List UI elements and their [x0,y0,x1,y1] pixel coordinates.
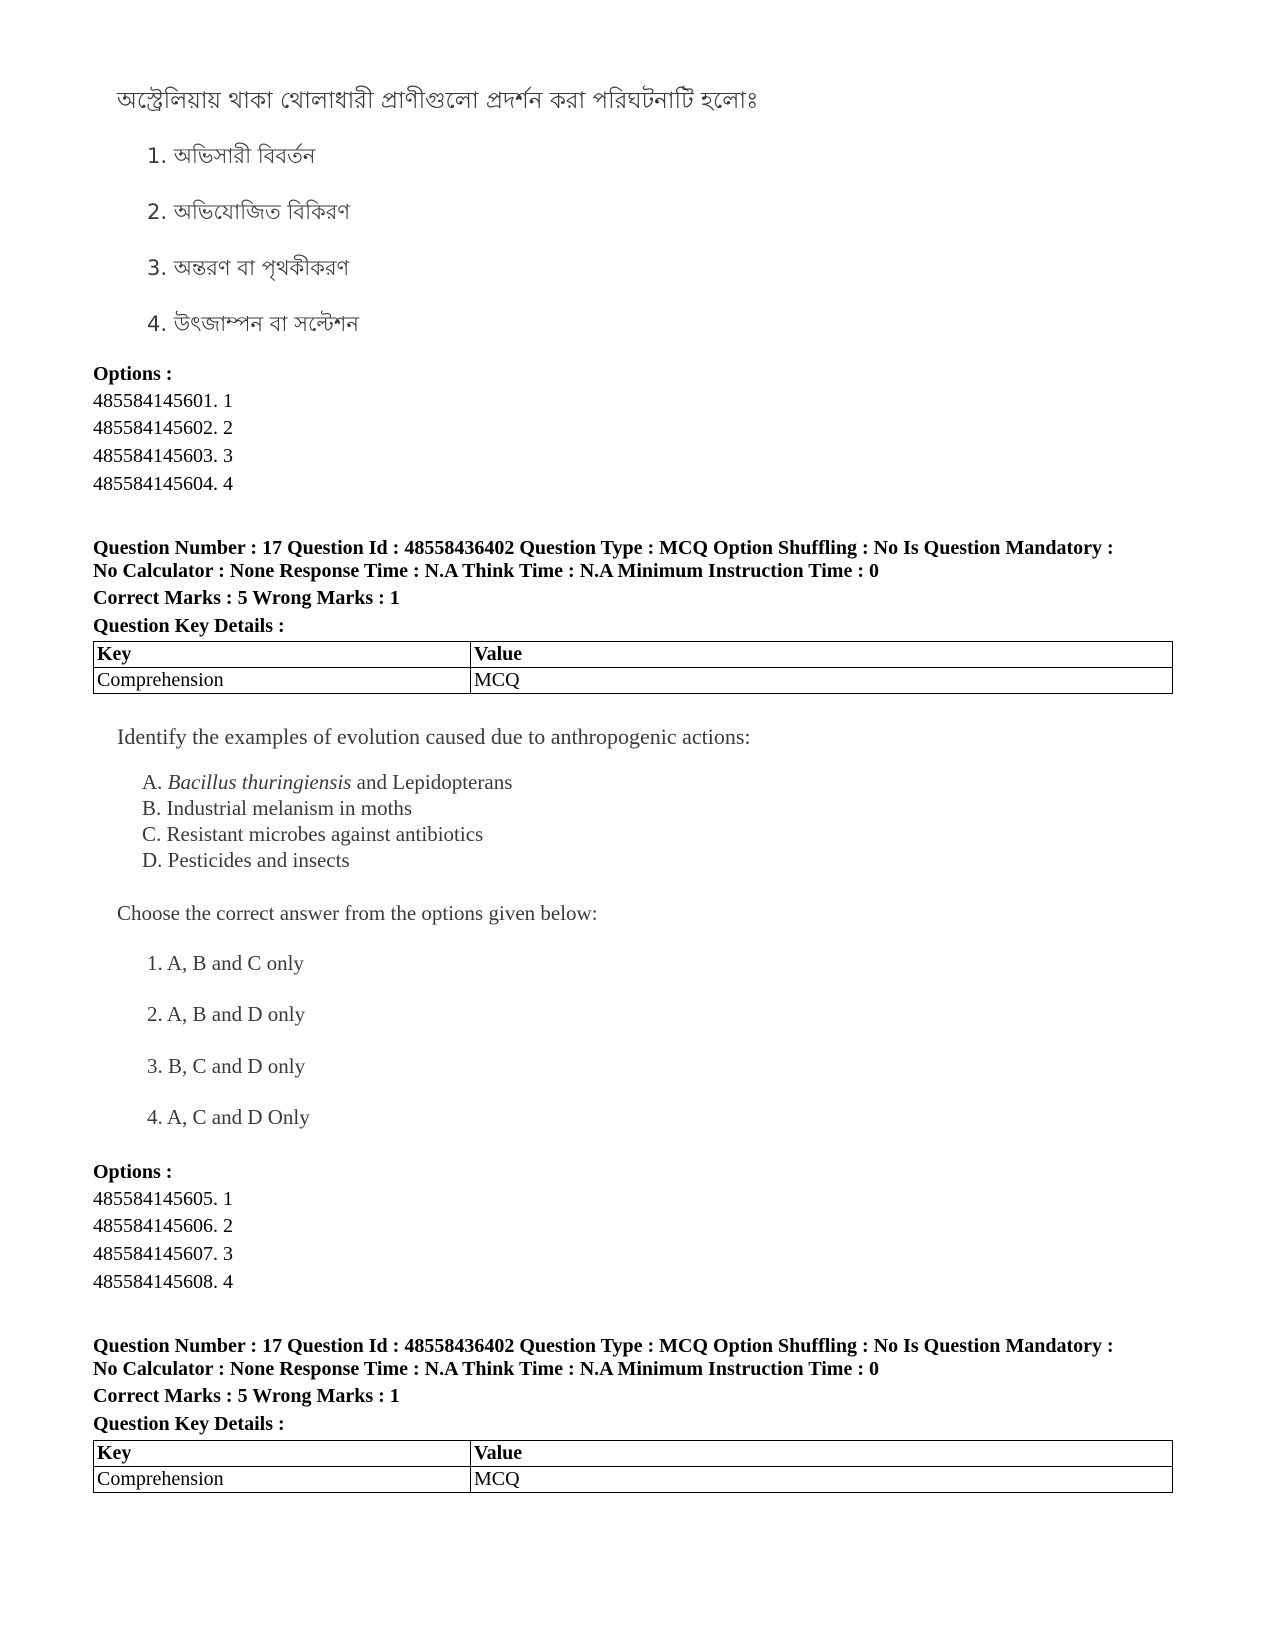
option-item: 485584145603. 3 [93,445,233,467]
question-stem: অস্ট্রেলিয়ায় থাকা থোলাধারী প্রাণীগুলো প্রদর্শন করা পরিঘটনাটি হলোঃ [117,88,759,114]
question-meta-line: Question Number : 17 Question Id : 48558436402 Question Type : MCQ Option Shuffling : No Is Question Mandatory : [93,1335,1114,1357]
option-item: 485584145608. 4 [93,1271,233,1293]
option-item: 485584145602. 2 [93,417,233,439]
option-item: 485584145607. 3 [93,1243,233,1265]
table-cell: MCQ [471,668,1173,694]
question-choice: 2. A, B and D only [147,1002,306,1026]
table-header-cell: Value [471,1441,1173,1467]
question-choice: 2. অভিযোজিত বিকিরণ [147,200,351,224]
option-item: 485584145606. 2 [93,1215,233,1237]
question-meta-line: Question Number : 17 Question Id : 48558436402 Question Type : MCQ Option Shuffling : No Is Question Mandatory : [93,537,1114,559]
question-meta-line: No Calculator : None Response Time : N.A Think Time : N.A Minimum Instruction Time : 0 [93,1358,879,1380]
table-header-cell: Key [94,642,471,668]
table-header-row [94,1441,1173,1467]
marks-line: Correct Marks : 5 Wrong Marks : 1 [93,587,400,609]
table-cell: MCQ [471,1467,1173,1493]
question-choice: 1. অভিসারী বিবর্তন [147,144,316,168]
question-choice: 3. অন্তরণ বা পৃথকীকরণ [147,256,350,280]
question-instruction: Choose the correct answer from the options given below: [117,901,598,925]
key-details-table [93,1440,1173,1493]
table-cell: Comprehension [94,668,471,694]
statement-item: D. Pesticides and insects [142,848,350,872]
table-row [94,1467,1173,1493]
table-header-cell: Value [471,642,1173,668]
table-row [94,668,1173,694]
question-meta-line: No Calculator : None Response Time : N.A Think Time : N.A Minimum Instruction Time : 0 [93,560,879,582]
options-heading: Options : [93,363,173,385]
question-choice: 4. উৎজাম্পন বা সল্টেশন [147,312,359,336]
question-image-bengali [117,86,759,336]
question-choice: 3. B, C and D only [147,1054,306,1078]
question-choice: 4. A, C and D Only [147,1105,310,1129]
marks-line: Correct Marks : 5 Wrong Marks : 1 [93,1385,400,1407]
question-stem: Identify the examples of evolution caused due to anthropogenic actions: [117,724,751,749]
table-header-cell: Key [94,1441,471,1467]
table-header-row [94,642,1173,668]
option-item: 485584145605. 1 [93,1188,233,1210]
option-item: 485584145601. 1 [93,390,233,412]
option-item: 485584145604. 4 [93,473,233,495]
question-choice: 1. A, B and C only [147,951,304,975]
key-details-heading: Question Key Details : [93,1413,285,1435]
key-details-heading: Question Key Details : [93,615,285,637]
key-details-table [93,641,1173,694]
statement-item: B. Industrial melanism in moths [142,796,413,820]
statement-item: C. Resistant microbes against antibiotics [142,822,484,846]
statement-item: A. Bacillus thuringiensis and Lepidopterans [142,770,513,794]
table-cell: Comprehension [94,1467,471,1493]
options-heading: Options : [93,1161,173,1183]
